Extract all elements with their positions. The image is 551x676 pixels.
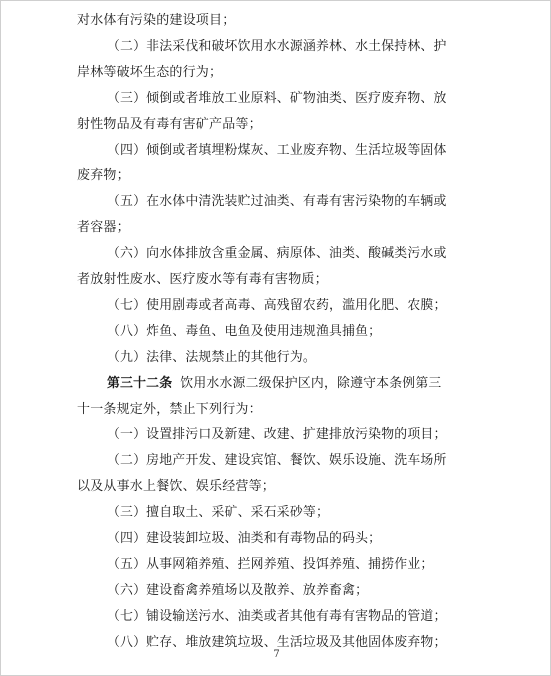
text-line: [1, 475, 551, 499]
line-text: （四）倾倒或者填埋粉煤灰、工业废弃物、生活垃圾等固体: [107, 142, 447, 158]
line-text: （四）建设装卸垃圾、油类和有毒物品的码头；: [107, 531, 382, 546]
text-line: [1, 553, 551, 577]
line-text: （三）倾倒或者堆放工业原料、矿物油类、医疗废弃物、放: [107, 90, 447, 106]
text-line: [1, 320, 551, 344]
line-text: 岸林等破坏生态的行为；: [77, 64, 223, 80]
line-text: （二）房地产开发、建设宾馆、餐饮、娱乐设施、洗车场所: [107, 453, 447, 469]
line-text: （九）法律、法规禁止的其他行为。: [107, 349, 316, 365]
line-text: （三）擅自取土、采矿、采石采砂等；: [107, 505, 330, 521]
text-line: [1, 139, 551, 163]
text-line: [1, 605, 551, 629]
line-text: （六）建设畜禽养殖场以及散养、放养畜禽；: [107, 582, 369, 598]
line-text: 十一条规定外，禁止下列行为：: [77, 401, 262, 417]
line-text: （七）使用剧毒或者高毒、高残留农药，滥用化肥、农膜；: [107, 297, 447, 313]
line-text: 对水体有污染的建设项目；: [77, 13, 236, 28]
text-line: [1, 87, 551, 111]
text-line: [1, 164, 551, 188]
text-line: [1, 35, 551, 59]
line-text: （八）贮存、堆放建筑垃圾、生活垃圾及其他固体废弃物；: [107, 634, 447, 650]
text-line: [1, 398, 551, 422]
line-text: （六）向水体排放含重金属、病原体、油类、酸碱类污水或: [107, 246, 447, 262]
text-line: [1, 294, 551, 318]
line-text: （八）炸鱼、毒鱼、电鱼及使用违规渔具捕鱼；: [107, 323, 382, 339]
line-text: 者放射性废水、医疗废水等有毒有害物质；: [77, 272, 328, 287]
text-line: [1, 346, 551, 370]
text-line: [1, 527, 551, 551]
text-line: [1, 449, 551, 473]
line-text: 者容器；: [77, 220, 130, 236]
line-text: 废弃物；: [77, 168, 130, 184]
text-line: [1, 242, 551, 266]
text-line: [1, 268, 551, 292]
line-text: （五）从事网箱养殖、拦网养殖、投饵养殖、捕捞作业；: [107, 556, 434, 572]
line-text: （一）设置排污口及新建、改建、扩建排放污染物的项目；: [107, 427, 447, 443]
line-text: （二）非法采伐和破坏饮用水水源涵养林、水土保持林、护: [107, 38, 447, 54]
line-text: 射性物品及有毒有害矿产品等；: [77, 116, 262, 132]
text-line: [1, 216, 551, 240]
line-text: （七）铺设输送污水、油类或者其他有毒有害物品的管道；: [107, 608, 447, 624]
text-line: [1, 579, 551, 603]
line-text: （五）在水体中清洗装贮过油类、有毒有害污染物的车辆或: [107, 194, 447, 210]
text-line: [1, 190, 551, 214]
text-line: [1, 9, 551, 33]
page-number: 7: [273, 649, 280, 660]
line-text: 以及从事水上餐饮、娱乐经营等；: [77, 479, 276, 495]
text-line: [1, 372, 551, 396]
article-text: 饮用水水源二级保护区内，除遵守本条例第三: [180, 375, 442, 391]
text-line: [1, 61, 551, 85]
text-line: [1, 501, 551, 525]
text-line: [1, 113, 551, 137]
article-heading: 第三十二条: [107, 375, 173, 391]
text-line: [1, 423, 551, 447]
